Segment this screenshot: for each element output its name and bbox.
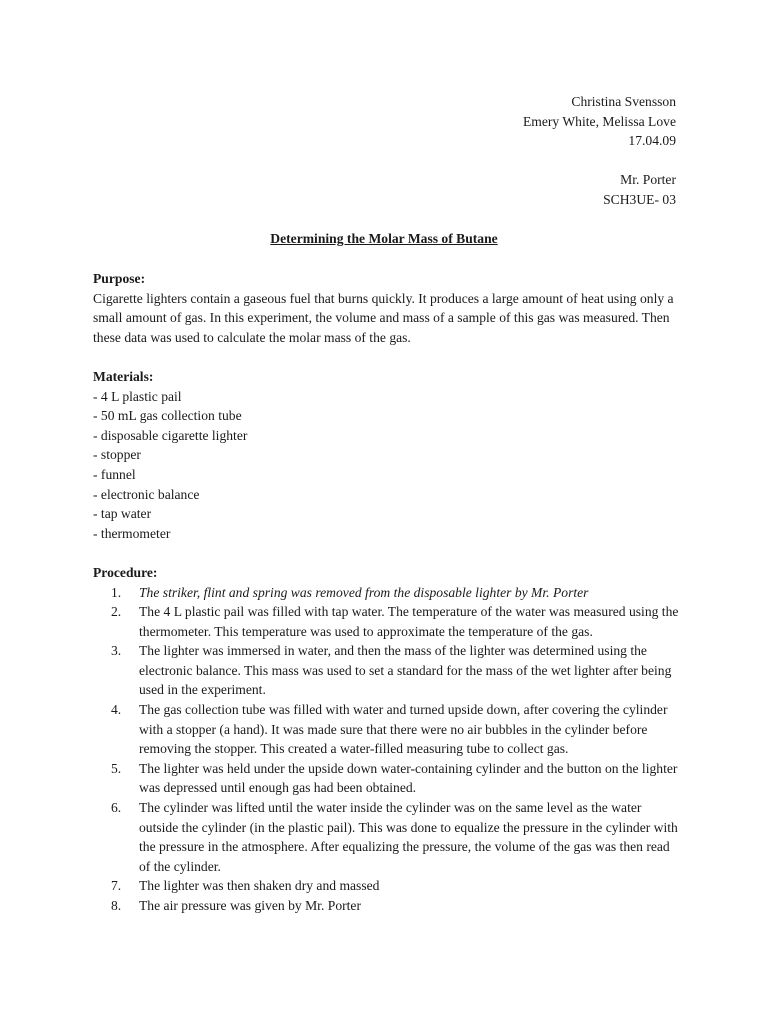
step-number: 4. — [111, 702, 122, 718]
step-text: The 4 L plastic pail was filled with tap water. The temperature of the water was measured using the thermometer. This temperature was used to approximate the temperature of the gas. — [139, 604, 679, 639]
step-text: The striker, flint and spring was removed from the disposable lighter by Mr. Porter — [139, 584, 589, 600]
materials-item: - tap water — [93, 506, 152, 522]
materials-item: - thermometer — [93, 525, 171, 541]
step-text: The lighter was then shaken dry and massed — [139, 878, 380, 894]
procedure-step — [93, 759, 683, 798]
procedure-step — [93, 896, 683, 916]
step-text: The gas collection tube was filled with water and turned upside down, after covering the cylinder with a stopper (a hand). It was made sure that there were no air bubbles in the cylinder before removing the stopper. This created a water-filled measuring tube to collect gas. — [139, 702, 668, 757]
materials-item: - disposable cigarette lighter — [93, 427, 248, 443]
materials-item: - funnel — [93, 466, 136, 482]
step-number: 6. — [111, 800, 122, 816]
procedure-step — [93, 602, 683, 641]
step-number: 3. — [111, 643, 122, 659]
procedure-step — [93, 798, 683, 876]
step-text: The air pressure was given by Mr. Porter — [139, 898, 361, 913]
procedure-step — [93, 876, 683, 896]
procedure-heading: Procedure: — [93, 564, 158, 580]
document-header — [523, 92, 676, 210]
date: 17.04.09 — [628, 133, 676, 149]
purpose-text: Cigarette lighters contain a gaseous fuel that burns quickly. It produces a large amount of heat using only a small amount of gas. In this experiment, the volume and mass of a sample of this gas was measured. Then these data was used to calculate the molar mass of the gas. — [93, 290, 674, 345]
course-code: SCH3UE- 03 — [603, 191, 676, 207]
materials-item: - electronic balance — [93, 486, 200, 502]
step-number: 2. — [111, 604, 122, 620]
procedure-step — [93, 641, 683, 700]
procedure-step — [93, 583, 683, 603]
teacher-name: Mr. Porter — [620, 172, 676, 188]
materials-heading: Materials: — [93, 368, 154, 384]
step-text: The lighter was immersed in water, and then the mass of the lighter was determined using the electronic balance. This mass was used to set a standard for the mass of the wet lighter after being used in the experiment. — [139, 643, 672, 698]
step-number: 5. — [111, 760, 122, 776]
author-name: Christina Svensson — [571, 94, 676, 109]
materials-item: - 4 L plastic pail — [93, 388, 182, 404]
materials-item: - stopper — [93, 447, 141, 463]
procedure-list — [93, 583, 683, 916]
document-title: Determining the Molar Mass of Butane — [270, 231, 498, 246]
step-number: 1. — [111, 584, 122, 600]
procedure-step — [93, 700, 683, 759]
materials-item: - 50 mL gas collection tube — [93, 408, 242, 424]
step-text: The cylinder was lifted until the water inside the cylinder was on the same level as the water outside the cylinder (in the plastic pail). This was done to equalize the pressure in the cylinder with the pressure in the atmosphere. After equalizing the pressure, the volume of the gas was then read of the cylinder. — [139, 800, 678, 874]
step-number: 8. — [111, 898, 122, 913]
materials-list — [93, 387, 683, 544]
partner-names: Emery White, Melissa Love — [522, 113, 676, 129]
document-body — [93, 269, 683, 916]
purpose-heading: Purpose: — [93, 271, 146, 286]
step-text: The lighter was held under the upside down water-containing cylinder and the button on the lighter was depressed until enough gas had been obtained. — [139, 760, 678, 796]
step-number: 7. — [111, 878, 122, 894]
